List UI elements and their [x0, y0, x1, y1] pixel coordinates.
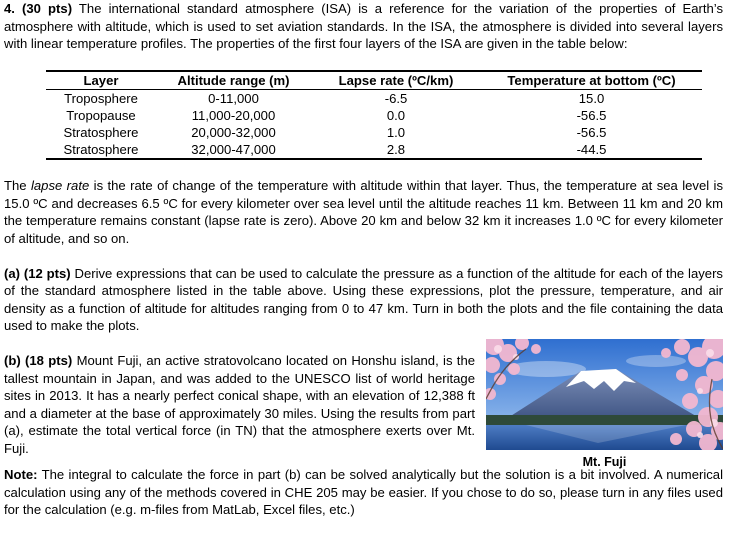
cell-lapse: -6.5	[384, 90, 408, 106]
part-a-label: (a) (12 pts)	[4, 265, 71, 281]
isa-table	[46, 70, 702, 160]
note-text: The integral to calculate the force in part (b) can be solved analytically but the solution is a bit involved. A numerical calculation using any of the methods covered in CHE 205 may be easier. If you chose to do so, please turn in any files used for the calculation (e.g. m-files from MatLab, Excel files, etc.)	[4, 467, 723, 518]
problem-intro	[4, 0, 723, 53]
cell-temperature: -56.5	[576, 107, 607, 123]
table-row	[46, 89, 702, 107]
part-a-text: Derive expressions that can be used to calculate the pressure as a function of the altitude for each of the layers of the standard atmosphere listed in the table above. Using these expressions, plot the pressure, temperature, and air density as a function of altitude for altitudes ranging from 0 to 47 km. Turn in both the plots and the file containing the data used to make the plots.	[4, 265, 723, 334]
note-paragraph	[4, 466, 723, 519]
problem-number: 4.	[4, 1, 15, 16]
problem-page	[4, 0, 723, 519]
part-b-text: Mount Fuji, an active stratovolcano located on Honshu island, is the tallest mountain in Japan, and was added to the UNESCO list of world heritage sites in 2013. It has a nearly perfect conical shape, with an elevation of 12,388 ft and a diameter at the base of approximately 30 miles. Using the results from part (a), estimate the total vertical force (in TN) that the atmosphere exerts over Mt. Fuji.	[4, 353, 476, 456]
table-row	[46, 124, 702, 141]
cell-altitude: 11,000-20,000	[191, 107, 276, 123]
header-lapse-rate: Lapse rate (ºC/km)	[311, 71, 481, 90]
cell-layer: Tropopause	[66, 107, 136, 123]
table-header-row	[46, 71, 702, 90]
cell-altitude: 0-11,000	[208, 90, 259, 106]
part-a-paragraph	[4, 265, 723, 335]
header-altitude: Altitude range (m)	[156, 71, 311, 90]
part-b-paragraph	[4, 352, 475, 458]
table-row	[46, 141, 702, 159]
cell-lapse: 1.0	[386, 125, 406, 141]
cell-altitude: 20,000-32,000	[191, 125, 276, 141]
cell-layer: Stratosphere	[46, 141, 156, 159]
cell-lapse: 0.0	[386, 107, 406, 123]
cell-layer: Stratosphere	[63, 125, 139, 141]
lapse-rate-paragraph	[4, 177, 723, 247]
header-layer: Layer	[46, 71, 156, 90]
mt-fuji-photo	[486, 339, 723, 450]
cell-temperature: -44.5	[481, 141, 702, 159]
lapse-text: is the rate of change of the temperature with altitude within that layer. Thus, the temperature at sea level is 15.0 ºC and decreases 6.5 ºC for every kilometer over sea level until the altitude reaches 11 km. Between 11 km and 20 km the temperature remains constant (lapse rate is zero). Above 20 km and below 32 km it increases 1.0 ºC for every kilometer of altitude, and so on.	[4, 178, 723, 247]
table-row	[46, 107, 702, 124]
intro-text: The international standard atmosphere (ISA) is a reference for the variation of the properties of Earth’s atmosphere with altitude, which is used to set aviation standards. In the ISA, the atmosphere is divided into several layers with linear temperature profiles. The properties of the first four layers of the ISA are given in the table below:	[4, 1, 723, 52]
cell-layer: Troposphere	[64, 90, 138, 106]
header-temperature: Temperature at bottom (ºC)	[481, 71, 702, 90]
note-label: Note:	[4, 467, 38, 482]
part-b-section	[4, 352, 723, 469]
cell-temperature: 15.0	[578, 90, 605, 106]
figure-caption: Mt. Fuji	[582, 455, 627, 469]
problem-points: (30 pts)	[22, 1, 73, 16]
lapse-term: lapse rate	[30, 178, 90, 194]
cell-altitude: 32,000-47,000	[156, 141, 311, 159]
part-b-label: (b) (18 pts)	[4, 353, 73, 368]
cell-temperature: -56.5	[576, 125, 607, 141]
cell-lapse: 2.8	[311, 141, 481, 159]
lapse-prefix: The	[4, 178, 31, 194]
